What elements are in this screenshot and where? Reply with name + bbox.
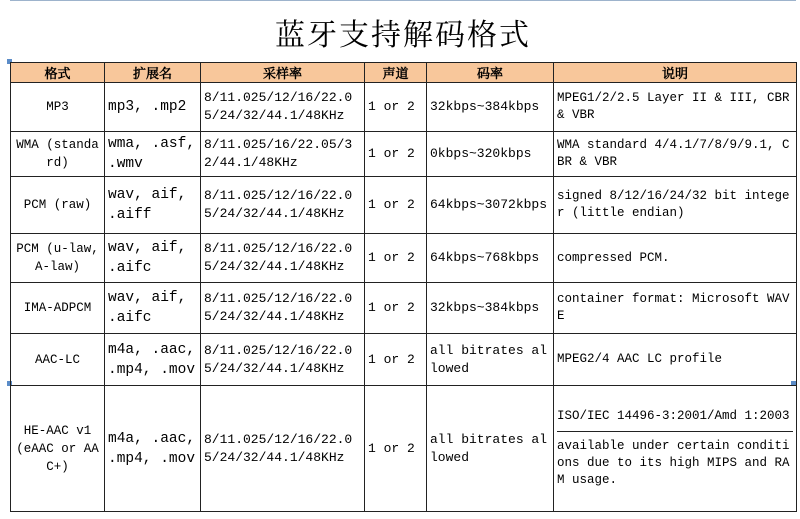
cell-description[interactable]: MPEG1/2/2.5 Layer II & III, CBR & VBR bbox=[554, 83, 797, 132]
cell-description[interactable]: WMA standard 4/4.1/7/8/9/9.1, CBR & VBR bbox=[554, 132, 797, 177]
cell-extension[interactable]: wav, aif, .aifc bbox=[105, 234, 201, 283]
cell-channels[interactable]: 1 or 2 bbox=[365, 177, 427, 234]
cell-description[interactable]: container format: Microsoft WAVE bbox=[554, 283, 797, 334]
table-row bbox=[11, 83, 797, 132]
header-sample-rate[interactable]: 采样率 bbox=[201, 63, 365, 83]
cell-format[interactable]: PCM (u-law, A-law) bbox=[11, 234, 105, 283]
table-row bbox=[11, 283, 797, 334]
cell-description-part: available under certain conditions due to its high MIPS and RAM usage. bbox=[557, 439, 790, 487]
cell-sample-rate[interactable]: 8/11.025/12/16/22.05/24/32/44.1/48KHz bbox=[201, 334, 365, 386]
cell-format[interactable]: HE-AAC v1 (eAAC or AAC+) bbox=[11, 386, 105, 512]
cell-format[interactable]: WMA (standard) bbox=[11, 132, 105, 177]
cell-bitrate[interactable]: all bitrates allowed bbox=[427, 334, 554, 386]
cell-bitrate[interactable]: 64kbps~768kbps bbox=[427, 234, 554, 283]
cell-format[interactable]: PCM (raw) bbox=[11, 177, 105, 234]
cell-extension[interactable]: m4a, .aac, .mp4, .mov bbox=[105, 334, 201, 386]
header-bitrate[interactable]: 码率 bbox=[427, 63, 554, 83]
cell-channels[interactable]: 1 or 2 bbox=[365, 83, 427, 132]
header-description[interactable]: 说明 bbox=[554, 63, 797, 83]
cell-description[interactable]: MPEG2/4 AAC LC profile bbox=[554, 334, 797, 386]
cell-sample-rate[interactable]: 8/11.025/12/16/22.05/24/32/44.1/48KHz bbox=[201, 177, 365, 234]
header-row bbox=[11, 63, 797, 83]
cell-format[interactable]: AAC-LC bbox=[11, 334, 105, 386]
cell-description[interactable] bbox=[554, 386, 797, 512]
cell-bitrate[interactable]: 32kbps~384kbps bbox=[427, 283, 554, 334]
cell-extension[interactable]: mp3, .mp2 bbox=[105, 83, 201, 132]
codec-table bbox=[10, 62, 797, 512]
cell-bitrate[interactable]: all bitrates allowed bbox=[427, 386, 554, 512]
cell-description[interactable]: compressed PCM. bbox=[554, 234, 797, 283]
cell-sample-rate[interactable]: 8/11.025/12/16/22.05/24/32/44.1/48KHz bbox=[201, 83, 365, 132]
cell-sample-rate[interactable]: 8/11.025/12/16/22.05/24/32/44.1/48KHz bbox=[201, 386, 365, 512]
header-extension[interactable]: 扩展名 bbox=[105, 63, 201, 83]
cell-extension[interactable]: wav, aif, .aifc bbox=[105, 283, 201, 334]
cell-extension[interactable]: wma, .asf, .wmv bbox=[105, 132, 201, 177]
table-row bbox=[11, 234, 797, 283]
cell-channels[interactable]: 1 or 2 bbox=[365, 234, 427, 283]
cell-bitrate[interactable]: 64kbps~3072kbps bbox=[427, 177, 554, 234]
cell-bitrate[interactable]: 32kbps~384kbps bbox=[427, 83, 554, 132]
table-row bbox=[11, 334, 797, 386]
sheet-title: 蓝牙支持解码格式 bbox=[10, 0, 796, 63]
cell-channels[interactable]: 1 or 2 bbox=[365, 132, 427, 177]
table-row bbox=[11, 132, 797, 177]
cell-description-part: ISO/IEC 14496-3:2001/Amd 1:2003 bbox=[557, 402, 793, 432]
table-row bbox=[11, 177, 797, 234]
cell-sample-rate[interactable]: 8/11.025/16/22.05/32/44.1/48KHz bbox=[201, 132, 365, 177]
cell-description[interactable]: signed 8/12/16/24/32 bit integer (little endian) bbox=[554, 177, 797, 234]
cell-format[interactable]: IMA-ADPCM bbox=[11, 283, 105, 334]
cell-bitrate[interactable]: 0kbps~320kbps bbox=[427, 132, 554, 177]
header-channels[interactable]: 声道 bbox=[365, 63, 427, 83]
cell-extension[interactable]: m4a, .aac, .mp4, .mov bbox=[105, 386, 201, 512]
table-row bbox=[11, 386, 797, 512]
spreadsheet bbox=[10, 0, 796, 519]
cell-sample-rate[interactable]: 8/11.025/12/16/22.05/24/32/44.1/48KHz bbox=[201, 234, 365, 283]
cell-extension[interactable]: wav, aif, .aiff bbox=[105, 177, 201, 234]
header-format[interactable]: 格式 bbox=[11, 63, 105, 83]
cell-sample-rate[interactable]: 8/11.025/12/16/22.05/24/32/44.1/48KHz bbox=[201, 283, 365, 334]
cell-channels[interactable]: 1 or 2 bbox=[365, 334, 427, 386]
cell-channels[interactable]: 1 or 2 bbox=[365, 283, 427, 334]
cell-channels[interactable]: 1 or 2 bbox=[365, 386, 427, 512]
cell-format[interactable]: MP3 bbox=[11, 83, 105, 132]
